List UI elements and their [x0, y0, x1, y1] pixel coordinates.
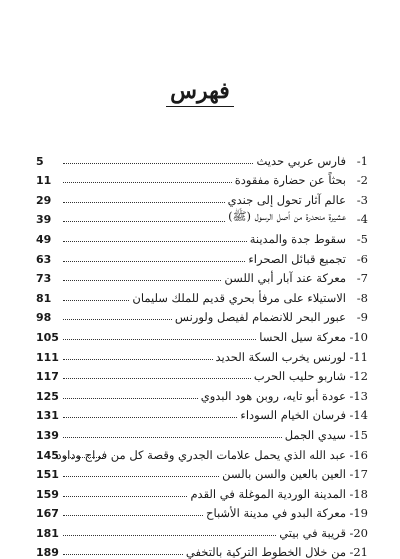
table-of-contents	[36, 148, 368, 559]
toc-page-number: 73	[36, 272, 52, 286]
toc-entry-title: فارس عربي حديث	[256, 153, 346, 168]
toc-entry-title: من خلال الخطوط التركية بالتخفي	[185, 545, 346, 559]
dot-leader	[63, 515, 203, 516]
toc-entry-number: 21-	[349, 545, 368, 559]
toc-row	[36, 226, 368, 246]
toc-page-number: 49	[36, 232, 52, 246]
toc-row	[36, 324, 368, 344]
title-container	[0, 78, 400, 107]
toc-page-number: 5	[36, 154, 44, 168]
toc-entry-number: 15-	[349, 427, 368, 442]
toc-entry-number: 16-	[349, 447, 368, 462]
toc-entry-number: 19-	[349, 506, 368, 521]
toc-page-number: 11	[36, 174, 52, 188]
toc-row	[36, 540, 368, 559]
toc-page-number: 117	[36, 370, 59, 384]
toc-page-number: 81	[36, 291, 52, 305]
toc-entry-number: 3-	[356, 192, 368, 207]
dot-leader	[63, 496, 187, 497]
toc-page-number: 98	[36, 311, 52, 325]
toc-page-number: 105	[36, 330, 59, 344]
toc-entry-title: شاربو حليب الحرب	[253, 369, 346, 384]
toc-page-number: 189	[36, 546, 59, 559]
dot-leader	[63, 221, 225, 222]
toc-row	[36, 344, 368, 364]
toc-entry-title: معركة عند آبار أبي اللسن	[224, 271, 346, 286]
toc-entry-number: 20-	[349, 525, 368, 540]
toc-entry-title: فرسان الخيام السوداء	[240, 408, 346, 423]
toc-page-number: 29	[36, 193, 52, 207]
toc-row	[36, 501, 368, 521]
dot-leader	[63, 398, 198, 399]
toc-page-number: 39	[36, 213, 52, 227]
toc-page-number: 159	[36, 487, 59, 501]
page-title: فهرس	[166, 78, 234, 107]
dot-leader	[63, 280, 221, 281]
toc-entry-title: عبد الله الذي يحمل علامات الجدري وقصة كل من فراج وداود	[56, 447, 346, 462]
toc-entry-title: العين بالعين والسن بالسن	[222, 467, 346, 482]
toc-entry-number: 2-	[356, 173, 368, 188]
toc-entry-number: 13-	[349, 388, 368, 403]
dot-leader	[63, 476, 219, 477]
dot-leader	[63, 417, 237, 418]
toc-row	[36, 383, 368, 403]
toc-entry-number: 1-	[356, 153, 368, 168]
toc-row	[36, 207, 368, 227]
toc-entry-title: المدينة الوردية الموغلة في القدم	[190, 486, 346, 501]
toc-row	[36, 481, 368, 501]
toc-row	[36, 305, 368, 325]
toc-page-number: 167	[36, 507, 59, 521]
toc-entry-title: بحثاً عن حضارة مفقودة	[234, 173, 346, 188]
dot-leader	[63, 241, 247, 242]
toc-entry-number: 12-	[349, 369, 368, 384]
toc-entry-number: 17-	[349, 467, 368, 482]
toc-row	[36, 246, 368, 266]
toc-row	[36, 148, 368, 168]
dot-leader	[63, 437, 282, 438]
dot-leader	[63, 202, 225, 203]
dot-leader	[63, 457, 103, 458]
toc-page-number: 151	[36, 468, 59, 482]
dot-leader	[63, 378, 251, 379]
dot-leader	[63, 319, 172, 320]
toc-entry-title: عودة أبو تايه، روبن هود البدوي	[200, 388, 346, 403]
toc-entry-title: لورنس يخرب السكة الحديد	[215, 349, 346, 364]
toc-row	[36, 422, 368, 442]
toc-entry-number: 8-	[356, 290, 368, 305]
toc-row	[36, 266, 368, 286]
toc-row	[36, 442, 368, 462]
toc-entry-title: قريبة في بيتي	[279, 525, 346, 540]
dot-leader	[63, 182, 232, 183]
dot-leader	[63, 359, 213, 360]
toc-entry-title: الاستيلاء على مرفأ بحري قديم للملك سليمان	[132, 290, 346, 305]
toc-page-number: 125	[36, 389, 59, 403]
toc-entry-title: تجميع قبائل الصحراء	[248, 251, 346, 266]
toc-entry-number: 5-	[356, 231, 368, 246]
toc-row	[36, 462, 368, 482]
dot-leader	[63, 163, 253, 164]
toc-row	[36, 168, 368, 188]
toc-entry-title: عالم آثار تحول إلى جندي	[227, 192, 346, 207]
toc-entry-title: سيدي الجمل	[284, 427, 346, 442]
toc-page-number: 181	[36, 526, 59, 540]
toc-entry-number: 4-	[356, 212, 368, 227]
toc-row	[36, 403, 368, 423]
toc-page-number: 145	[36, 448, 59, 462]
dot-leader	[63, 554, 183, 555]
toc-entry-number: 7-	[356, 271, 368, 286]
toc-row	[36, 187, 368, 207]
dot-leader	[63, 535, 276, 536]
dot-leader	[63, 261, 245, 262]
toc-entry-number: 6-	[356, 251, 368, 266]
toc-entry-number: 9-	[356, 310, 368, 325]
toc-entry-title: عبور البحر للانضمام لفيصل ولورنس	[174, 310, 346, 325]
dot-leader	[63, 300, 129, 301]
toc-entry-number: 14-	[349, 408, 368, 423]
toc-row	[36, 520, 368, 540]
toc-page-number: 111	[36, 350, 59, 364]
toc-page-number: 131	[36, 409, 59, 423]
dot-leader	[63, 339, 256, 340]
toc-page-number: 139	[36, 428, 59, 442]
toc-entry-title: معركة البدو في مدينة الأشباح	[206, 506, 346, 521]
toc-entry-number: 11-	[349, 349, 368, 364]
toc-entry-number: 18-	[349, 486, 368, 501]
toc-entry-title: عشيرة منحدرة من أصل الرسول (ﷺ)	[228, 209, 346, 224]
toc-entry-title: معركة سيل الحسا	[259, 329, 346, 344]
toc-row	[36, 285, 368, 305]
toc-entry-title: سقوط جدة والمدينة	[249, 231, 346, 246]
toc-page-number: 63	[36, 252, 52, 266]
toc-row	[36, 364, 368, 384]
toc-entry-number: 10-	[349, 329, 368, 344]
